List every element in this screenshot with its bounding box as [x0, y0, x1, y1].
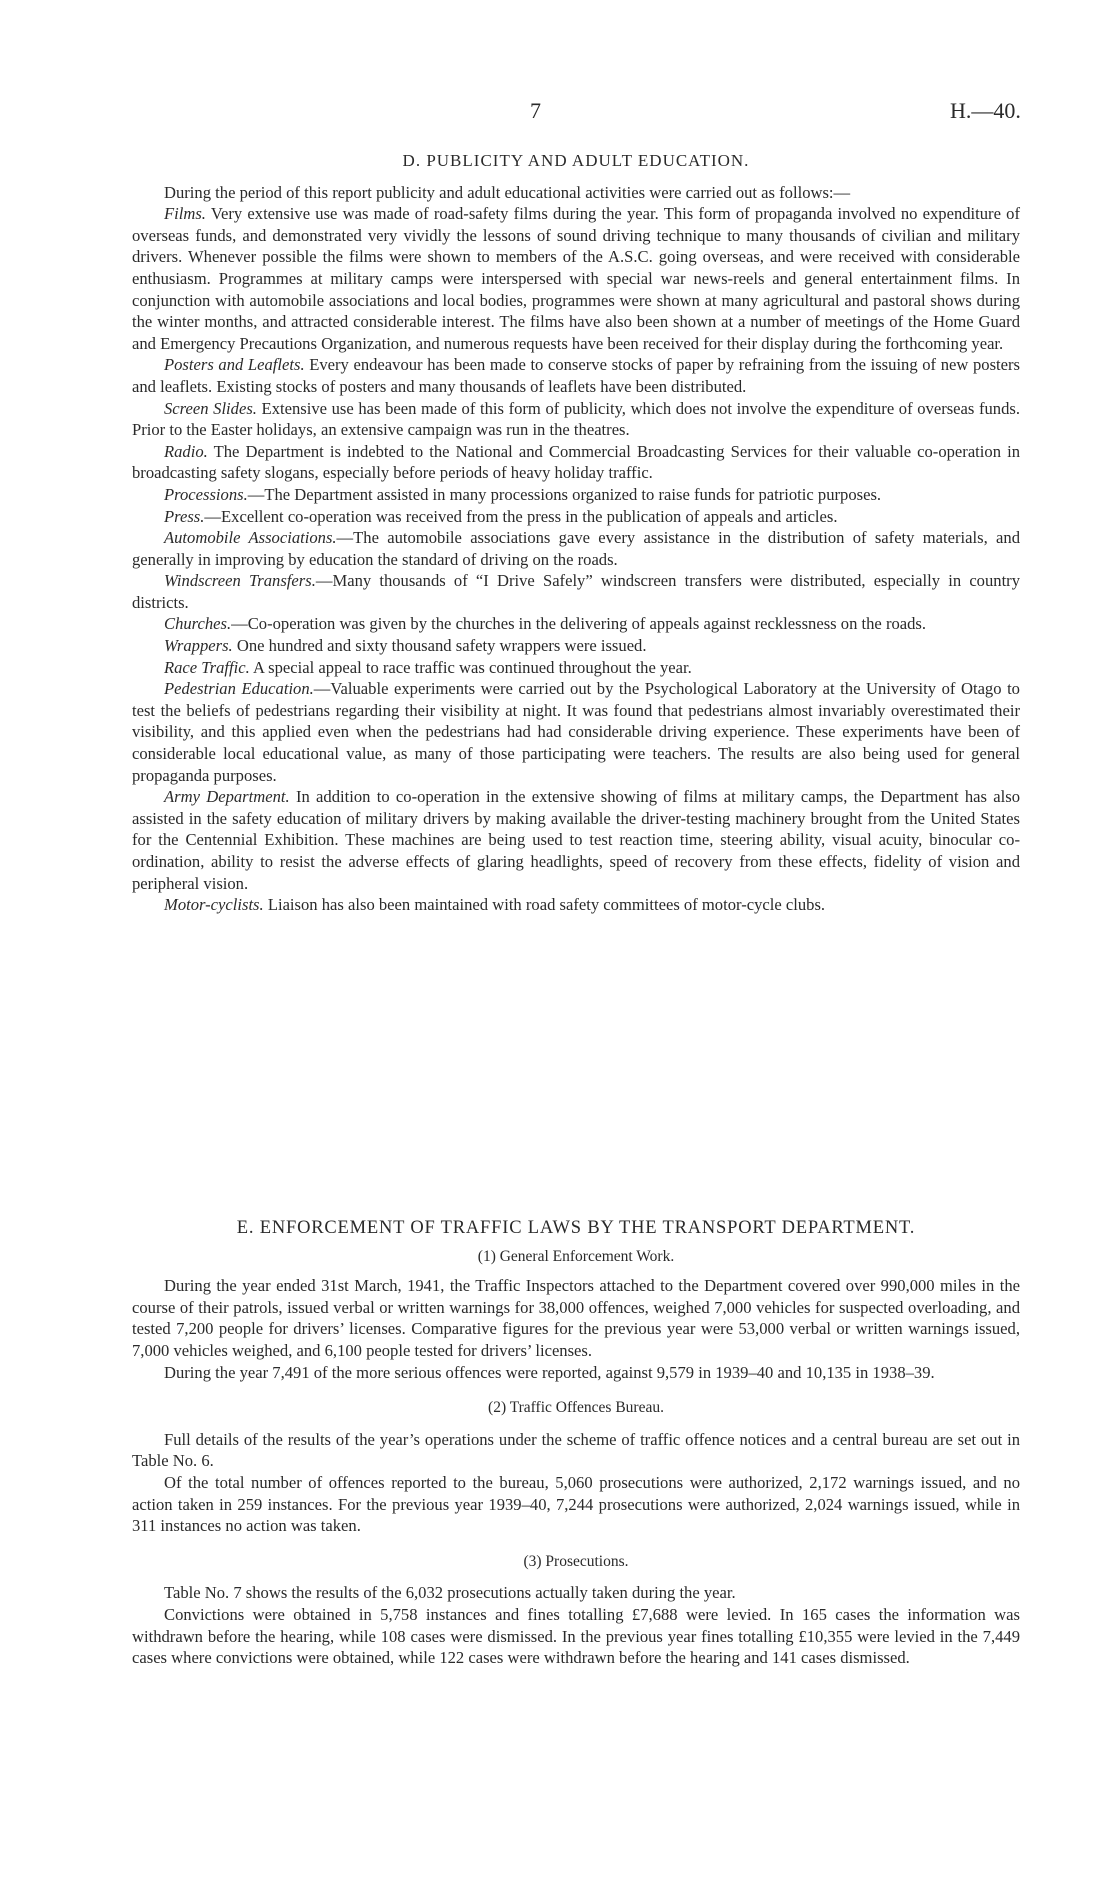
- paragraph: Table No. 7 shows the results of the 6,032 prosecutions actually taken during the year.: [164, 1583, 736, 1603]
- item-press: [132, 506, 1020, 528]
- document-reference: H.—40.: [950, 98, 1021, 123]
- item-text: —The automobile associations gave every assistance in the distribution of safety materials, and generally in improving by education the standard of driving on the roads.: [132, 528, 1020, 569]
- item-lead: Race Traffic.: [164, 657, 250, 677]
- item-pedestrian-education: [132, 678, 1020, 786]
- item-lead: Press.: [164, 506, 205, 526]
- item-army-department: [132, 786, 1020, 894]
- item-text: —Many thousands of “I Drive Safely” windscreen transfers were distributed, especially in country districts.: [132, 571, 1021, 612]
- item-windscreen-transfers: [132, 570, 1020, 613]
- item-lead: Automobile Associations.: [164, 528, 337, 548]
- page-number: 7: [530, 98, 541, 123]
- paragraph: During the year 7,491 of the more serious offences were reported, against 9,579 in 1939–40 and 10,135 in 1938–39.: [164, 1362, 935, 1382]
- item-screen-slides: [132, 398, 1020, 441]
- paragraph: Of the total number of offences reported to the bureau, 5,060 prosecutions were authorized, 2,172 warnings issued, and no action taken in 259 instances. For the previous year 1939–40, 7,244 prosecutions were authorized, 2,024 warnings issued, while in 311 instances no action was taken.: [132, 1472, 1020, 1536]
- item-text: —The Department assisted in many processions organized to raise funds for patriotic purposes.: [247, 484, 882, 504]
- item-lead: Processions.: [164, 484, 248, 504]
- item-text: Every endeavour has been made to conserve stocks of paper by refraining from the issuing of new posters and leaflets. Existing stocks of posters and many thousands of leaflets have been distributed.: [132, 355, 1020, 396]
- item-text: —Co-operation was given by the churches in the delivering of appeals against recklessness on the roads.: [231, 614, 927, 634]
- item-race-traffic: [132, 657, 1020, 679]
- item-text: A special appeal to race traffic was continued throughout the year.: [249, 657, 692, 677]
- section-e-title: E. ENFORCEMENT OF TRAFFIC LAWS BY THE TRANSPORT DEPARTMENT.: [236, 1218, 916, 1238]
- item-text: The Department is indebted to the National and Commercial Broadcasting Services for their valuable co-operation in broadcasting safety slogans, especially before periods of heavy holiday traffic.: [132, 441, 1020, 483]
- paragraph: During the year ended 31st March, 1941, the Traffic Inspectors attached to the Department covered over 990,000 miles in the course of their patrols, issued verbal or written warnings for 38,000 offences, weighed 7,000 vehicles for suspected overloading, and tested 7,200 people for drivers’ licenses. Comparative figures for the previous year were 53,000 verbal or written warnings issued, 7,000 vehicles weighed, and 6,100 people tested for drivers’ licenses.: [132, 1276, 1020, 1360]
- section-d-intro: During the period of this report publicity and adult educational activities were carried out as follows:—: [164, 182, 851, 202]
- item-posters: [132, 354, 1020, 397]
- item-automobile-associations: [132, 527, 1020, 570]
- item-text: —Valuable experiments were carried out by the Psychological Laboratory at the University of Otago to test the beliefs of pedestrians regarding their visibility at night. It was found that pedestrians almost invariably overestimated their visibility, and this applied even when the pedestrians had had considerable driving experience. These experiments have been of considerable local educational value, as many of those participating were teachers. The results are also being used for general propaganda purposes.: [132, 679, 1020, 785]
- subsection-prosecutions-title: (3) Prosecutions.: [523, 1552, 629, 1570]
- item-text: Very extensive use was made of road-safety films during the year. This form of propaganda involved no expenditure of overseas funds, and demonstrated very vividly the lessons of sound driving technique to many thousands of civilian and military drivers. Whenever possible the films were shown to members of the A.S.C. going overseas, and were received with considerable enthusiasm. Programmes at military camps were interspersed with special war news-reels and general entertainment films. In conjunction with automobile associations and local bodies, programmes were shown at many agricultural and pastoral shows during the winter months, and attracted considerable interest. The films have also been shown at a number of meetings of the Home Guard and Emergency Precautions Organization, and numerous requests have been received for their display during the forthcoming year.: [132, 204, 1020, 353]
- item-films: [132, 203, 1020, 354]
- section-d-title: D. PUBLICITY AND ADULT EDUCATION.: [402, 151, 750, 170]
- item-text: One hundred and sixty thousand safety wrappers were issued.: [232, 636, 647, 656]
- subsection-general-enforcement-title: (1) General Enforcement Work.: [477, 1247, 675, 1265]
- item-lead: Army Department.: [164, 787, 290, 807]
- item-text: Extensive use has been made of this form of publicity, which does not involve the expenditure of overseas funds. Prior to the Easter holidays, an extensive campaign was run in the theatres.: [132, 398, 1020, 440]
- item-lead: Wrappers.: [164, 636, 233, 656]
- subsection-traffic-offences-bureau-title: (2) Traffic Offences Bureau.: [488, 1399, 664, 1417]
- item-text: Liaison has also been maintained with road safety committees of motor-cycle clubs.: [263, 895, 826, 915]
- item-text: In addition to co-operation in the extensive showing of films at military camps, the Department has also assisted in the safety education of military drivers by making available the driver-testing machinery brought from the United States for the Centennial Exhibition. These machines are being used to test reaction time, steering ability, visual acuity, binocular co-ordination, ability to resist the adverse effects of glaring headlights, speed of recovery from these effects, fidelity of vision and peripheral vision.: [132, 787, 1020, 893]
- item-lead: Motor-cyclists.: [164, 895, 264, 915]
- item-radio: [132, 441, 1020, 484]
- item-lead: Screen Slides.: [164, 398, 257, 418]
- paragraph: Convictions were obtained in 5,758 instances and fines totalling £7,688 were levied. In 165 cases the information was withdrawn before the hearing, while 108 cases were dismissed. In the previous year fines totalling £10,355 were levied in the 7,449 cases where convictions were obtained, while 122 cases were withdrawn before the hearing and 141 cases dismissed.: [132, 1604, 1020, 1668]
- item-lead: Pedestrian Education.: [164, 679, 314, 699]
- item-lead: Radio.: [164, 441, 208, 461]
- item-processions: [132, 484, 1020, 506]
- section-e: [132, 1218, 1020, 1669]
- item-churches: [132, 613, 1020, 635]
- item-lead: Windscreen Transfers.: [164, 571, 316, 591]
- item-text: —Excellent co-operation was received from the press in the publication of appeals and articles.: [204, 506, 838, 526]
- item-lead: Posters and Leaflets.: [164, 355, 305, 375]
- section-d: [132, 150, 1020, 916]
- item-motor-cyclists: [132, 894, 1020, 916]
- item-lead: Films.: [164, 204, 206, 224]
- item-wrappers: [132, 635, 1020, 657]
- item-lead: Churches.: [164, 614, 232, 634]
- paragraph: Full details of the results of the year’s operations under the scheme of traffic offence notices and a central bureau are set out in Table No. 6.: [132, 1429, 1020, 1471]
